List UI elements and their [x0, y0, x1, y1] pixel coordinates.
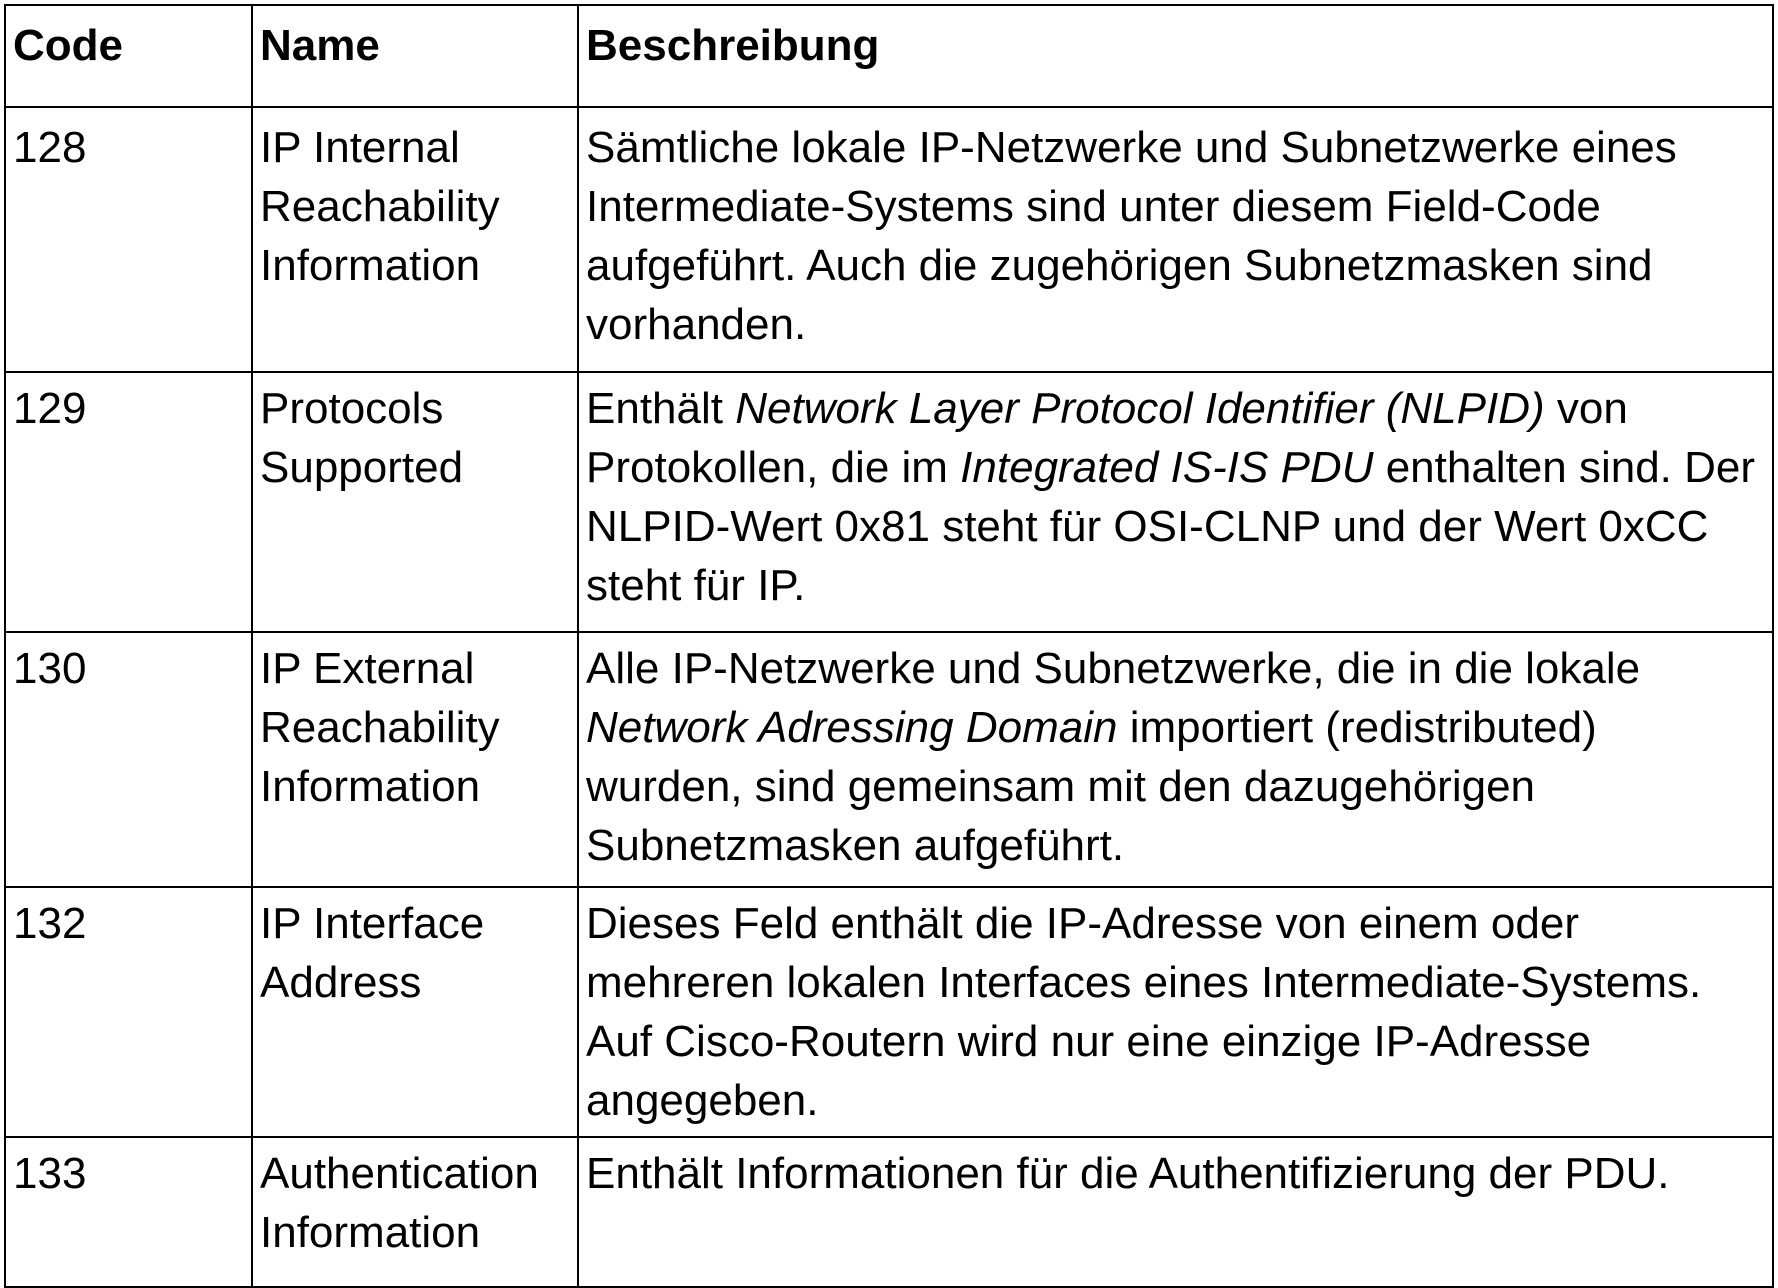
description-cell	[578, 107, 1773, 372]
code-cell: 128	[5, 107, 252, 372]
description-text: Enthält Informationen für die Authentifizierung der PDU.	[586, 1149, 1670, 1198]
description-cell	[578, 372, 1773, 632]
header-name: Name	[252, 5, 578, 107]
table-row	[5, 372, 1773, 632]
name-cell: IP Internal Reachability Information	[252, 107, 578, 372]
description-term-italic: Network Layer Protocol Identifier (NLPID)	[735, 384, 1545, 433]
table-row	[5, 887, 1773, 1137]
description-text: Enthält	[586, 384, 736, 433]
description-text: Sämtliche lokale IP-Netzwerke und Subnetzwerke eines Intermediate-Systems sind unter diesem Field-Code aufgeführt. Auch die zugehörigen Subnetzmasken sind vorhanden.	[586, 123, 1677, 349]
code-cell: 130	[5, 632, 252, 887]
table-header-row	[5, 5, 1773, 107]
description-text: Dieses Feld enthält die IP-Adresse von einem oder mehreren lokalen Interfaces eines Intermediate-Systems. Auf Cisco-Routern wird nur eine einzige IP-Adresse angegeben.	[586, 899, 1702, 1125]
description-cell	[578, 1137, 1773, 1287]
field-code-table	[4, 4, 1774, 1288]
code-cell: 132	[5, 887, 252, 1137]
name-cell: Protocols Supported	[252, 372, 578, 632]
description-term-italic: Integrated IS-IS PDU	[960, 443, 1374, 492]
description-text: enthalten sind. Der NLPID-Wert 0x81 steht für OSI-CLNP und der Wert 0xCC steht für IP.	[586, 443, 1756, 610]
name-cell: IP Interface Address	[252, 887, 578, 1137]
table-row	[5, 632, 1773, 887]
name-cell: IP External Reachability Information	[252, 632, 578, 887]
header-description: Beschreibung	[578, 5, 1773, 107]
table-row	[5, 107, 1773, 372]
description-cell	[578, 887, 1773, 1137]
code-cell: 133	[5, 1137, 252, 1287]
description-term-italic: Network Adressing Domain	[586, 703, 1118, 752]
code-cell: 129	[5, 372, 252, 632]
description-text: importiert (redistributed) wurden, sind gemeinsam mit den dazugehörigen Subnetzmasken aufgeführt.	[586, 703, 1597, 870]
description-cell	[578, 632, 1773, 887]
description-text: Alle IP-Netzwerke und Subnetzwerke, die in die lokale	[586, 644, 1641, 693]
table-row	[5, 1137, 1773, 1287]
name-cell: Authentication Information	[252, 1137, 578, 1287]
header-code: Code	[5, 5, 252, 107]
description-text: von Protokollen, die im	[586, 384, 1628, 492]
